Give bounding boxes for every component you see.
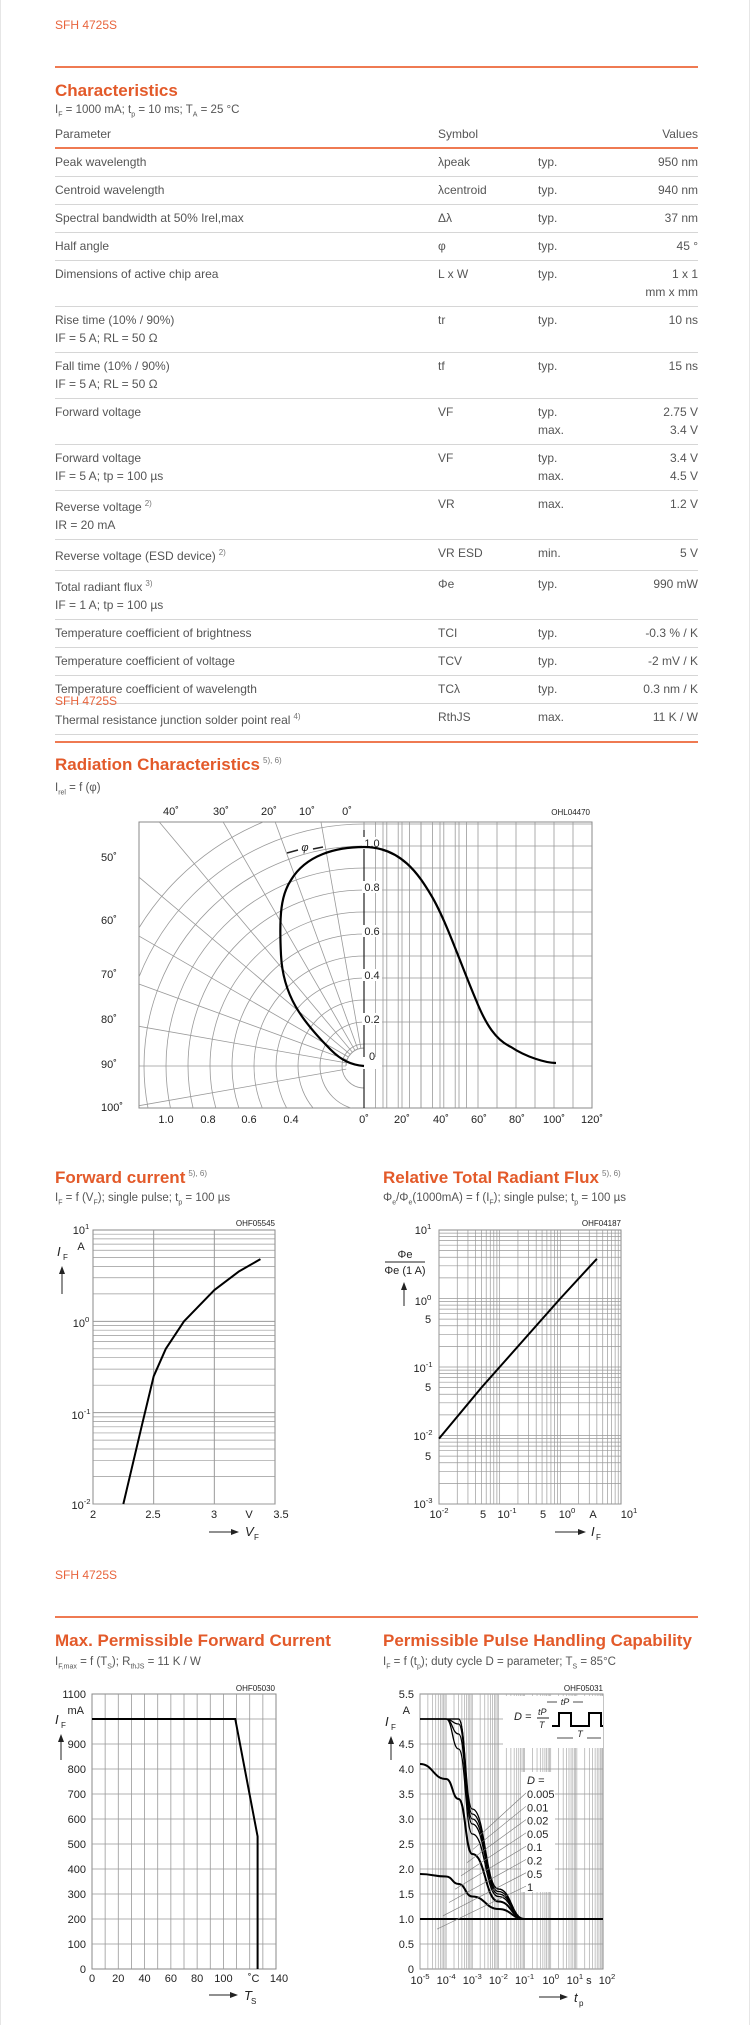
svg-text:I: I bbox=[57, 1244, 61, 1259]
symbol-cell: RthJS bbox=[438, 704, 538, 735]
svg-text:0.5: 0.5 bbox=[398, 1939, 414, 1951]
param-cell: Fall time (10% / 90%) IF = 5 A; RL = 50 Ω bbox=[55, 353, 438, 399]
svg-text:10-2: $10^{-2}$ bbox=[429, 1506, 449, 1521]
symbol-cell: tr bbox=[438, 307, 538, 353]
qualifier-cell: typ. max. bbox=[538, 399, 608, 445]
qualifier-cell: typ. bbox=[538, 676, 608, 704]
svg-text:V: V bbox=[245, 1524, 254, 1539]
table-row bbox=[55, 648, 698, 676]
table-row bbox=[55, 233, 698, 261]
svg-text:0˚: 0˚ bbox=[342, 806, 352, 818]
param-cell: Half angle bbox=[55, 233, 438, 261]
relative-flux-chart bbox=[371, 1210, 671, 1540]
svg-text:0: 0 bbox=[88, 1973, 96, 1985]
table-row bbox=[55, 704, 698, 735]
symbol-cell: VF bbox=[438, 445, 538, 491]
param-cell: Spectral bandwidth at 50% Irel,max bbox=[55, 205, 438, 233]
svg-text:3.5: 3.5 bbox=[273, 1509, 289, 1521]
svg-text:10˚: 10˚ bbox=[299, 806, 315, 818]
svg-text:40: 40 bbox=[138, 1973, 151, 1985]
svg-text:OHF04187: OHF04187 bbox=[581, 1219, 621, 1228]
svg-text:100: 100 bbox=[67, 1939, 86, 1951]
svg-text:5: 5 bbox=[479, 1509, 487, 1521]
symbol-cell: tf bbox=[438, 353, 538, 399]
param-cell: Forward voltage IF = 5 A; tp = 100 µs bbox=[55, 445, 438, 491]
product-name: SFH 4725S bbox=[55, 18, 118, 32]
svg-text:900: 900 bbox=[67, 1739, 86, 1751]
svg-text:I: I bbox=[385, 1714, 389, 1729]
table-row bbox=[55, 148, 698, 177]
svg-text:I: I bbox=[55, 1712, 59, 1727]
qualifier-cell: typ. max. bbox=[538, 445, 608, 491]
svg-text:300: 300 bbox=[67, 1889, 86, 1901]
max-current-conditions: $I_{F,max} = f$ $(T_S)$; $R_{thJS} = 11$ K / W bbox=[55, 1656, 201, 1671]
svg-text:0: 0 bbox=[407, 1964, 414, 1976]
qualifier-cell: typ. bbox=[538, 148, 608, 177]
svg-text:3.5: 3.5 bbox=[398, 1789, 414, 1801]
svg-text:5: 5 bbox=[425, 1314, 432, 1326]
param-cell: Total radiant flux $^{3)}$ IF = 1 A; tp = 100 µs bbox=[55, 571, 438, 620]
qualifier-cell: min. bbox=[538, 540, 608, 571]
svg-text:0˚: 0˚ bbox=[359, 1114, 369, 1125]
svg-text:140: 140 bbox=[269, 1973, 289, 1985]
svg-text:0.02: 0.02 bbox=[527, 1815, 549, 1828]
param-cell: Dimensions of active chip area bbox=[55, 261, 438, 307]
param-cell: Temperature coefficient of wavelength bbox=[55, 676, 438, 704]
svg-text:20˚: 20˚ bbox=[394, 1114, 410, 1125]
svg-text:10-2: $10^{-2}$ bbox=[488, 1972, 508, 1987]
value-cell: -0.3 % / K bbox=[608, 620, 698, 648]
svg-text:A: A bbox=[402, 1705, 410, 1717]
svg-text:4.0: 4.0 bbox=[398, 1764, 414, 1776]
qualifier-cell: typ. bbox=[538, 620, 608, 648]
product-name: SFH 4725S bbox=[55, 694, 118, 708]
qualifier-cell: typ. bbox=[538, 205, 608, 233]
svg-text:10-3: $10^{-3}$ bbox=[413, 1496, 433, 1511]
table-row bbox=[55, 445, 698, 491]
svg-text:0.2: 0.2 bbox=[364, 1014, 380, 1026]
svg-text:50˚: 50˚ bbox=[101, 852, 117, 864]
svg-text:φ: φ bbox=[301, 842, 309, 854]
svg-text:10-1: $10^{-1}$ bbox=[413, 1360, 433, 1375]
pulse-handling-title: Permissible Pulse Handling Capability bbox=[383, 1631, 692, 1650]
svg-text:100˚: 100˚ bbox=[542, 1114, 566, 1125]
symbol-cell: φ bbox=[438, 233, 538, 261]
svg-text:400: 400 bbox=[67, 1864, 86, 1876]
table-row bbox=[55, 261, 698, 307]
svg-text:tP: tP bbox=[560, 1697, 570, 1707]
divider bbox=[55, 66, 698, 68]
svg-text:500: 500 bbox=[67, 1839, 86, 1851]
value-cell: 990 mW bbox=[608, 571, 698, 620]
svg-text:0.8: 0.8 bbox=[200, 1114, 216, 1125]
section-title: Characteristics bbox=[55, 81, 178, 100]
value-cell: 15 ns bbox=[608, 353, 698, 399]
value-cell: 10 ns bbox=[608, 307, 698, 353]
svg-text:F: F bbox=[391, 1723, 396, 1732]
svg-text:10-2: $10^{-2}$ bbox=[413, 1428, 433, 1443]
svg-text:A: A bbox=[77, 1241, 85, 1253]
svg-text:Φe: Φe bbox=[397, 1249, 413, 1261]
value-cell: 2.75 V 3.4 V bbox=[608, 399, 698, 445]
svg-text:0.5: 0.5 bbox=[527, 1868, 543, 1881]
svg-text:3.0: 3.0 bbox=[398, 1814, 414, 1826]
svg-text:1.0: 1.0 bbox=[398, 1914, 414, 1926]
symbol-cell: Φe bbox=[438, 571, 538, 620]
svg-text:800: 800 bbox=[67, 1764, 86, 1776]
pulse-handling-conditions: $I_F = f$ $(t_p)$; duty cycle D = parameter; $T_S = 85^\circ C$ bbox=[383, 1656, 616, 1671]
col-parameter: Parameter bbox=[55, 126, 438, 148]
svg-text:OHF05545: OHF05545 bbox=[235, 1219, 275, 1228]
col-values: Values bbox=[608, 126, 698, 148]
symbol-cell: TCV bbox=[438, 648, 538, 676]
svg-text:101: $10^1$ bbox=[620, 1506, 638, 1521]
qualifier-cell: typ. bbox=[538, 261, 608, 307]
svg-text:10-1: $10^{-1}$ bbox=[497, 1506, 517, 1521]
svg-text:5.5: 5.5 bbox=[398, 1689, 414, 1701]
forward-current-conditions: $I_F = f$ $(V_F)$; single pulse; $t_p = 100$ µs bbox=[55, 1192, 231, 1207]
product-name: SFH 4725S bbox=[55, 1568, 118, 1582]
formula: $I_{rel} = f$ (φ) bbox=[55, 782, 101, 797]
svg-text:1.5: 1.5 bbox=[398, 1889, 414, 1901]
forward-current-title: Forward current $^{5), 6)}$ bbox=[55, 1168, 208, 1187]
svg-text:0.6: 0.6 bbox=[241, 1114, 257, 1125]
svg-text:20: 20 bbox=[112, 1973, 125, 1985]
table-row bbox=[55, 491, 698, 540]
table-row bbox=[55, 353, 698, 399]
svg-text:80˚: 80˚ bbox=[101, 1014, 117, 1026]
svg-text:60˚: 60˚ bbox=[471, 1114, 487, 1125]
svg-text:2: 2 bbox=[89, 1509, 97, 1521]
symbol-cell: TCλ bbox=[438, 676, 538, 704]
svg-text:600: 600 bbox=[67, 1814, 86, 1826]
svg-text:100: 100 bbox=[214, 1973, 233, 1985]
qualifier-cell: typ. bbox=[538, 307, 608, 353]
svg-text:0.2: 0.2 bbox=[527, 1855, 543, 1868]
value-cell: 37 nm bbox=[608, 205, 698, 233]
characteristics-table bbox=[55, 126, 698, 735]
svg-text:T: T bbox=[244, 1988, 252, 2003]
value-cell: 45 ° bbox=[608, 233, 698, 261]
table-row bbox=[55, 620, 698, 648]
table-row bbox=[55, 399, 698, 445]
symbol-cell: VR ESD bbox=[438, 540, 538, 571]
svg-text:S: S bbox=[251, 1997, 257, 2006]
svg-text:100˚: 100˚ bbox=[101, 1102, 124, 1114]
svg-text:10-4: $10^{-4}$ bbox=[436, 1972, 456, 1987]
svg-text:0: 0 bbox=[368, 1051, 376, 1063]
svg-text:10-1: $10^{-1}$ bbox=[515, 1972, 535, 1987]
radiation-chart bbox=[101, 795, 661, 1125]
table-row bbox=[55, 571, 698, 620]
svg-text:0.4: 0.4 bbox=[364, 970, 380, 982]
param-cell: Temperature coefficient of brightness bbox=[55, 620, 438, 648]
param-cell: Temperature coefficient of voltage bbox=[55, 648, 438, 676]
divider bbox=[55, 1616, 698, 1618]
value-cell: -2 mV / K bbox=[608, 648, 698, 676]
svg-text:20˚: 20˚ bbox=[261, 806, 277, 818]
qualifier-cell: max. bbox=[538, 491, 608, 540]
svg-text:2.5: 2.5 bbox=[398, 1839, 414, 1851]
svg-text:p: p bbox=[579, 1999, 584, 2008]
svg-text:s: s bbox=[586, 1975, 592, 1987]
svg-text:100: $10^0$ bbox=[542, 1972, 559, 1987]
svg-text:OHL04470: OHL04470 bbox=[551, 808, 590, 817]
svg-text:OHF05030: OHF05030 bbox=[235, 1684, 275, 1693]
svg-text:F: F bbox=[254, 1533, 259, 1540]
svg-text:t: t bbox=[574, 1990, 578, 2005]
symbol-cell: Δλ bbox=[438, 205, 538, 233]
svg-text:10-1: $10^{-1}$ bbox=[71, 1407, 91, 1422]
param-cell: Centroid wavelength bbox=[55, 177, 438, 205]
svg-text:60: 60 bbox=[164, 1973, 177, 1985]
svg-text:A: A bbox=[589, 1509, 597, 1521]
value-cell: 5 V bbox=[608, 540, 698, 571]
value-cell: 3.4 V 4.5 V bbox=[608, 445, 698, 491]
symbol-cell: VF bbox=[438, 399, 538, 445]
param-cell: Thermal resistance junction solder point real $^{4)}$ bbox=[55, 704, 438, 735]
svg-text:102: $10^2$ bbox=[598, 1972, 616, 1987]
svg-text:F: F bbox=[596, 1533, 601, 1540]
qualifier-cell: typ. bbox=[538, 233, 608, 261]
svg-text:0.05: 0.05 bbox=[527, 1828, 549, 1841]
svg-text:4.5: 4.5 bbox=[398, 1739, 414, 1751]
svg-text:D =: D = bbox=[527, 1775, 545, 1787]
svg-text:V: V bbox=[245, 1509, 253, 1521]
param-cell: Reverse voltage (ESD device) $^{2)}$ bbox=[55, 540, 438, 571]
symbol-cell: L x W bbox=[438, 261, 538, 307]
svg-text:70˚: 70˚ bbox=[101, 969, 117, 981]
svg-text:tP: tP bbox=[538, 1707, 547, 1717]
col-symbol: Symbol bbox=[438, 126, 538, 148]
value-cell: 1 x 1 mm x mm bbox=[608, 261, 698, 307]
svg-text:700: 700 bbox=[67, 1789, 86, 1801]
svg-text:101: $10^1$ bbox=[72, 1222, 90, 1237]
max-current-chart bbox=[41, 1680, 341, 2025]
svg-text:0.6: 0.6 bbox=[364, 926, 380, 938]
svg-text:101: $10^1$ bbox=[566, 1972, 584, 1987]
param-cell: Reverse voltage $^{2)}$ IR = 20 mA bbox=[55, 491, 438, 540]
svg-text:3: 3 bbox=[210, 1509, 218, 1521]
section-title: Radiation Characteristics $^{5), 6)}$ bbox=[55, 755, 282, 774]
svg-text:0.4: 0.4 bbox=[283, 1114, 299, 1125]
svg-text:Φe (1 A): Φe (1 A) bbox=[384, 1265, 426, 1277]
svg-text:I: I bbox=[591, 1524, 595, 1539]
value-cell: 940 nm bbox=[608, 177, 698, 205]
conditions: $I_F = 1000$ mA; $t_p = 10$ ms; $T_A = 25$ °C bbox=[55, 104, 240, 119]
svg-text:1100: 1100 bbox=[62, 1689, 86, 1701]
qualifier-cell: typ. bbox=[538, 571, 608, 620]
svg-text:60˚: 60˚ bbox=[101, 915, 117, 927]
value-cell: 0.3 nm / K bbox=[608, 676, 698, 704]
svg-text:T: T bbox=[577, 1729, 583, 1739]
svg-text:5: 5 bbox=[425, 1451, 432, 1463]
value-cell: 950 nm bbox=[608, 148, 698, 177]
relative-flux-title: Relative Total Radiant Flux $^{5), 6)}$ bbox=[383, 1168, 621, 1187]
table-row bbox=[55, 205, 698, 233]
param-cell: Forward voltage bbox=[55, 399, 438, 445]
svg-text:1: 1 bbox=[527, 1882, 534, 1895]
param-cell: Rise time (10% / 90%) IF = 5 A; RL = 50 Ω bbox=[55, 307, 438, 353]
value-cell: 11 K / W bbox=[608, 704, 698, 735]
svg-text:10-2: $10^{-2}$ bbox=[71, 1497, 91, 1512]
svg-text:˚C: ˚C bbox=[247, 1973, 260, 1985]
svg-text:100: $10^0$ bbox=[558, 1506, 576, 1521]
svg-text:200: 200 bbox=[67, 1914, 86, 1926]
table-row bbox=[55, 307, 698, 353]
svg-text:2.0: 2.0 bbox=[398, 1864, 414, 1876]
svg-text:10-5: $10^{-5}$ bbox=[410, 1972, 430, 1987]
svg-text:80˚: 80˚ bbox=[509, 1114, 525, 1125]
divider bbox=[55, 741, 698, 743]
svg-text:1.0: 1.0 bbox=[364, 838, 380, 850]
svg-text:2.5: 2.5 bbox=[145, 1509, 161, 1521]
svg-text:0: 0 bbox=[79, 1964, 86, 1976]
forward-current-chart bbox=[41, 1210, 341, 1540]
svg-text:80: 80 bbox=[191, 1973, 204, 1985]
svg-text:40˚: 40˚ bbox=[163, 806, 179, 818]
table-row bbox=[55, 540, 698, 571]
svg-text:101: $10^1$ bbox=[414, 1222, 432, 1237]
table-row bbox=[55, 676, 698, 704]
qualifier-cell: typ. bbox=[538, 177, 608, 205]
svg-text:10-3: $10^{-3}$ bbox=[462, 1972, 482, 1987]
svg-text:T: T bbox=[539, 1720, 545, 1730]
value-cell: 1.2 V bbox=[608, 491, 698, 540]
max-current-title: Max. Permissible Forward Current bbox=[55, 1631, 331, 1650]
symbol-cell: TCI bbox=[438, 620, 538, 648]
svg-text:90˚: 90˚ bbox=[101, 1059, 117, 1071]
svg-text:1.0: 1.0 bbox=[158, 1114, 174, 1125]
relative-flux-conditions: $\Phi_e/\Phi_e(1000mA) = f$ $(I_F)$; single pulse; $t_p = 100$ µs bbox=[383, 1192, 626, 1207]
symbol-cell: VR bbox=[438, 491, 538, 540]
svg-text:120˚: 120˚ bbox=[580, 1114, 604, 1125]
svg-text:100: $10^0$ bbox=[72, 1315, 90, 1330]
symbol-cell: λpeak bbox=[438, 148, 538, 177]
svg-text:5: 5 bbox=[539, 1509, 547, 1521]
svg-text:0.01: 0.01 bbox=[527, 1802, 549, 1815]
qualifier-cell: max. bbox=[538, 704, 608, 735]
svg-text:5: 5 bbox=[425, 1382, 432, 1394]
svg-text:F: F bbox=[61, 1721, 66, 1730]
svg-text:40˚: 40˚ bbox=[433, 1114, 449, 1125]
qualifier-cell: typ. bbox=[538, 648, 608, 676]
svg-text:0.8: 0.8 bbox=[364, 882, 380, 894]
pulse-handling-chart bbox=[371, 1680, 671, 2025]
svg-text:mA: mA bbox=[67, 1705, 84, 1717]
svg-text:OHF05031: OHF05031 bbox=[563, 1684, 603, 1693]
svg-text:30˚: 30˚ bbox=[213, 806, 229, 818]
svg-text:F: F bbox=[63, 1253, 68, 1262]
param-cell: Peak wavelength bbox=[55, 148, 438, 177]
symbol-cell: λcentroid bbox=[438, 177, 538, 205]
svg-text:0.1: 0.1 bbox=[527, 1842, 543, 1855]
svg-text:100: $10^0$ bbox=[414, 1293, 432, 1308]
svg-text:D =: D = bbox=[514, 1711, 532, 1723]
svg-text:0.005: 0.005 bbox=[527, 1789, 555, 1801]
table-row bbox=[55, 177, 698, 205]
qualifier-cell: typ. bbox=[538, 353, 608, 399]
